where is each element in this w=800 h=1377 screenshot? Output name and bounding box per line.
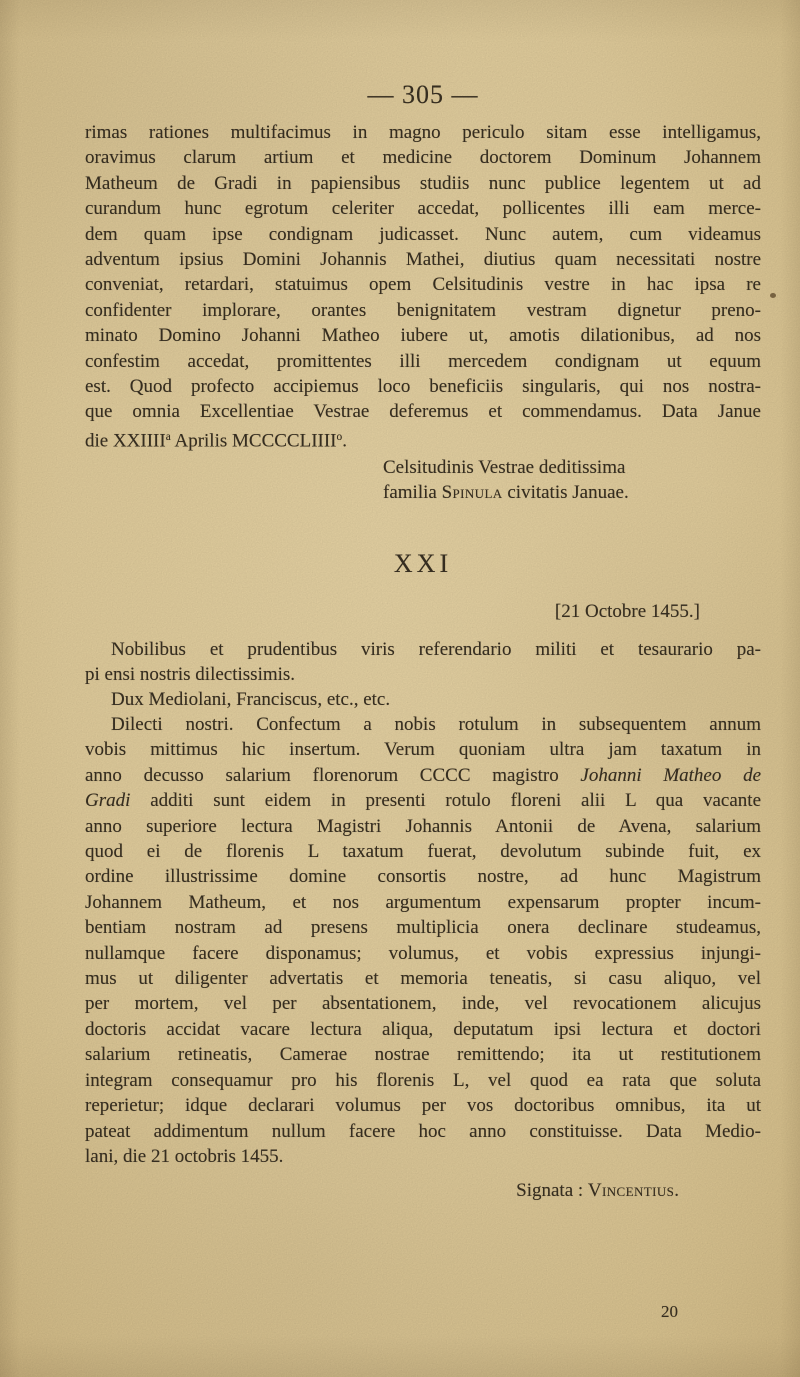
text-line: familia Spinula civitatis Januae. <box>383 482 629 504</box>
text-line: Celsitudinis Vestrae deditissima <box>383 457 626 478</box>
text-line: Matheum de Gradi in papiensibus studiis nunc publice legentem ut ad <box>85 172 761 194</box>
sender-line <box>85 687 761 712</box>
text-line: Gradi additi sunt eidem in presenti rotulo floreni alii L qua vacante <box>85 790 761 812</box>
text-line: reperietur; idque declarari volumus per vos doctoribus omnibus, ita ut <box>85 1095 761 1117</box>
body-paragraph <box>85 712 761 1169</box>
text-line: bentiam nostram ad presens multiplicia onera declinare studeamus, <box>85 917 761 939</box>
text-line: Dux Mediolani, Franciscus, etc., etc. <box>111 689 391 710</box>
text-line: ordine illustrissime domine consortis nostre, ad hunc Magistrum <box>85 866 761 888</box>
text-line: salarium retineatis, Camerae nostrae remittendo; ita ut restitutionem <box>85 1044 761 1066</box>
ink-spot <box>770 293 776 298</box>
text-line: adventum ipsius Domini Johannis Mathei, diutius quam necessitati nostre <box>85 249 761 271</box>
text-line: oravimus clarum artium et medicine doctorem Dominum Johannem <box>85 147 761 169</box>
text-line: lani, die 21 octobris 1455. <box>85 1145 284 1167</box>
text-line: que omnia Excellentiae Vestrae deferemus et commendamus. Data Janue <box>85 401 761 423</box>
printer-signature-mark: 20 <box>661 1302 678 1321</box>
signature-line <box>85 1178 761 1203</box>
text-segment-italic: Gradi <box>85 790 131 812</box>
text-line: Signata : Vincentius. <box>516 1180 679 1201</box>
text-line: Dilecti nostri. Confectum a nobis rotulum in subsequentem annum <box>111 714 761 735</box>
text-line: anno decusso salarium florenorum CCCC magistro Johanni Matheo de <box>85 764 762 786</box>
text-segment-sup: a <box>165 430 171 443</box>
text-line: pateat addimentum nullum facere hoc anno constituisse. Data Medio- <box>85 1120 761 1142</box>
text-line: anno superiore lectura Magistri Johannis Antonii de Avena, salarium <box>85 815 761 837</box>
text-line: curandum hunc egrotum celeriter accedat, pollicentes illi eam merce- <box>85 198 761 220</box>
text-line: confidenter implorare, orantes benignitatem vestram dignetur preno- <box>85 299 761 321</box>
document-date: [21 Octobre 1455.] <box>554 601 700 622</box>
text-segment-sup: o <box>336 430 343 443</box>
text-line: Nobilibus et prudentibus viris referendario militi et tesaurario pa- <box>111 639 761 660</box>
text-line: Johannem Matheum, et nos argumentum expensarum propter incum- <box>85 891 761 913</box>
paragraph-continuation <box>85 120 761 454</box>
text-line: mus ut diligenter advertatis et memoria teneatis, si casu aliquo, vel <box>85 968 761 990</box>
text-line: quod ei de florenis L taxatum fuerat, devolutum subinde fuit, ex <box>85 841 761 863</box>
text-line: doctoris accidat vacare lectura aliqua, deputatum ipsi lectura et doctori <box>85 1018 761 1040</box>
text-line: confestim accedat, promittentes illi mercedem condignam ut equum <box>85 350 761 372</box>
page-number-header: — 305 — <box>367 80 479 109</box>
text-segment-italic: Johanni Matheo de <box>580 764 762 786</box>
text-line: integram consequamur pro his florenis L, vel quod ea rata que soluta <box>85 1069 761 1091</box>
text-line: die XXIIII$^a$ Aprilis MCCCCLIIII$^o$. <box>85 430 347 452</box>
text-line: dem quam ipse condignam judicasset. Nunc autem, cum videamus <box>85 223 761 245</box>
text-line: conveniat, retardari, statuimus opem Celsitudinis vestre in hac ipsa re <box>85 274 761 296</box>
text-line: vobis mittimus hic insertum. Verum quoniam ultra jam taxatum in <box>85 739 761 761</box>
text-line: pi ensi nostris dilectissimis. <box>85 664 296 686</box>
text-line: est. Quod profecto accipiemus loco beneficiis singularis, qui nos nostra- <box>85 376 761 398</box>
section-heading: XXI <box>393 549 453 578</box>
text-line: per mortem, vel per absentationem, inde, vel revocationem alicujus <box>85 993 761 1015</box>
text-line: rimas rationes multifacimus in magno periculo sitam esse intelligamus, <box>85 122 761 143</box>
text-line: nullamque facere disponamus; volumus, et vobis expressius injungi- <box>85 942 761 964</box>
address-paragraph <box>85 637 761 688</box>
text-line: minato Domino Johanni Matheo iubere ut, amotis dilationibus, ad nos <box>85 325 761 347</box>
text-segment-smallcaps: Vincentius <box>587 1180 675 1201</box>
closing-formula <box>383 455 713 506</box>
text-segment-smallcaps: Spinula <box>441 482 503 504</box>
